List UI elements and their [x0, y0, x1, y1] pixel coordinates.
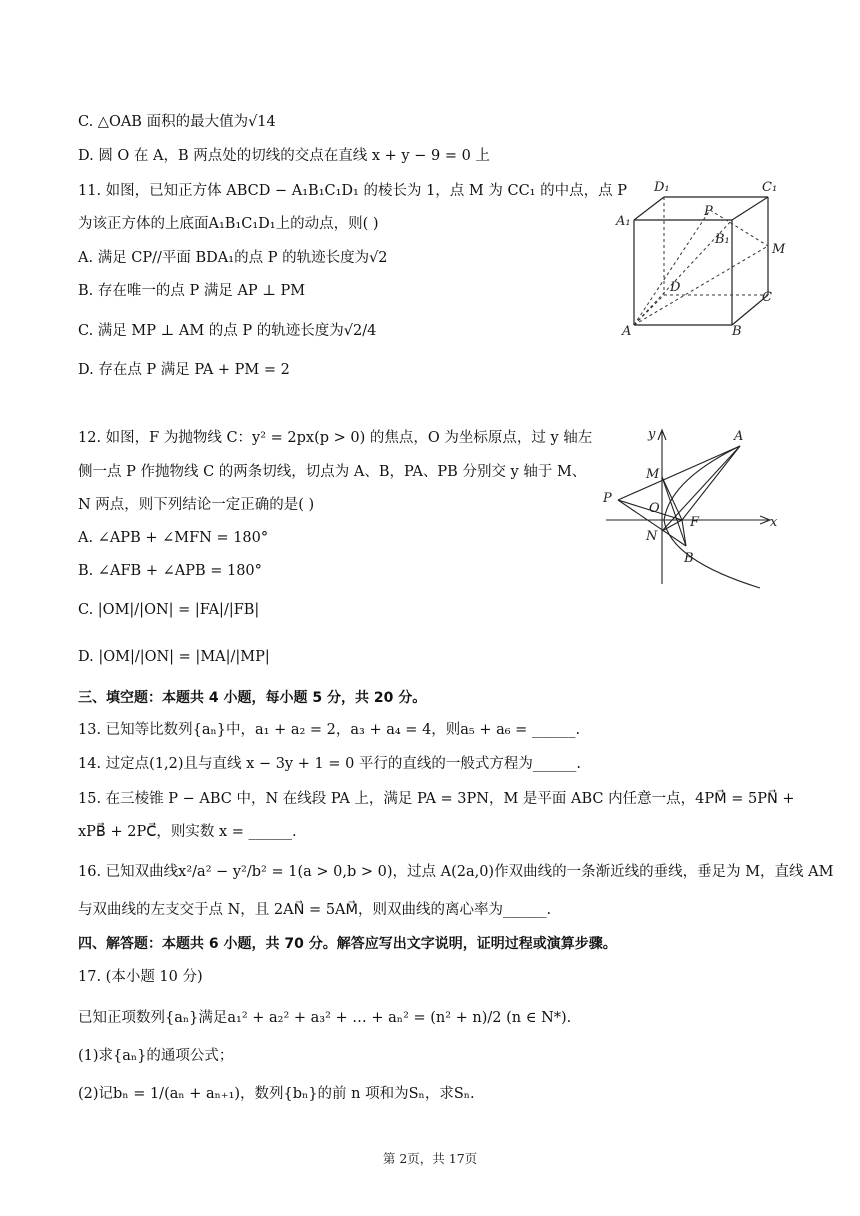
q11-option-b: B. 存在唯一的点 P 满足 AP ⊥ PM [78, 283, 306, 299]
parabola-label-m: M [646, 467, 660, 482]
cube-label-c1: C₁ [762, 180, 778, 195]
section3-heading: 三、填空题：本题共 4 小题，每小题 5 分，共 20 分。 [78, 690, 427, 706]
cube-label-b: B [732, 324, 742, 339]
q16-line2: 与双曲线的左支交于点 N，且 2AN⃗ = 5AM⃗，则双曲线的离心率为______. [78, 902, 552, 918]
q12-option-c: C. |OM|/|ON| = |FA|/|FB| [78, 602, 260, 618]
parabola-label-b: B [684, 551, 694, 566]
q10-option-c: C. △OAB 面积的最大值为√14 [78, 114, 276, 130]
cube-figure [612, 175, 792, 340]
q15-line1: 15. 在三棱锥 P − ABC 中，N 在线段 PA 上，满足 PA = 3PN，M 是平面 ABC 内任意一点，4PM⃗ = 5PN⃗ + [78, 791, 795, 807]
cube-label-b1: B₁ [715, 232, 730, 247]
q17-part2: (2)记bₙ = 1/(aₙ + aₙ₊₁)，数列{bₙ}的前 n 项和为Sₙ，求Sₙ. [78, 1086, 475, 1102]
parabola-label-o: O [649, 501, 660, 516]
cube-label-d1: D₁ [654, 180, 670, 195]
q11-option-a: A. 满足 CP//平面 BDA₁的点 P 的轨迹长度为√2 [78, 250, 388, 266]
q12-option-b: B. ∠AFB + ∠APB = 180° [78, 563, 262, 579]
parabola-label-f: F [690, 515, 700, 530]
cube-label-a: A [622, 324, 632, 339]
cube-label-c: C [762, 290, 772, 305]
cube-label-p: P [704, 204, 713, 219]
q13-text: 13. 已知等比数列{aₙ}中，a₁ + a₂ = 2，a₃ + a₄ = 4，则a₅ + a₆ = ______. [78, 722, 581, 738]
q11-stem-line1: 11. 如图，已知正方体 ABCD − A₁B₁C₁D₁ 的棱长为 1，点 M 为 CC₁ 的中点，点 P [78, 183, 627, 199]
q14-text: 14. 过定点(1,2)且与直线 x − 3y + 1 = 0 平行的直线的一般式方程为______. [78, 756, 582, 772]
parabola-label-y: y [648, 427, 656, 442]
parabola-figure [600, 420, 790, 590]
q12-stem-line2: 侧一点 P 作抛物线 C 的两条切线，切点为 A、B，PA、PB 分别交 y 轴于 M、 [78, 464, 587, 480]
q17-part1: (1)求{aₙ}的通项公式； [78, 1048, 234, 1064]
q11-option-c: C. 满足 MP ⊥ AM 的点 P 的轨迹长度为√2/4 [78, 323, 377, 339]
q11-stem-line2: 为该正方体的上底面A₁B₁C₁D₁上的动点，则( ) [78, 216, 379, 232]
q11-option-d: D. 存在点 P 满足 PA + PM = 2 [78, 362, 290, 378]
q17-title: 17. (本小题 10 分) [78, 969, 203, 985]
page-footer: 第 2页，共 17页 [382, 1151, 478, 1166]
parabola-label-p: P [603, 491, 612, 506]
q16-line1: 16. 已知双曲线x²/a² − y²/b² = 1(a > 0,b > 0)，过点 A(2a,0)作双曲线的一条渐近线的垂线，垂足为 M，直线 AM [78, 864, 834, 880]
q15-line2: xPB⃗ + 2PC⃗，则实数 x = ______. [78, 824, 297, 840]
q12-stem-line3: N 两点，则下列结论一定正确的是( ) [78, 497, 315, 513]
q12-option-d: D. |OM|/|ON| = |MA|/|MP| [78, 649, 270, 665]
parabola-label-x: x [770, 515, 778, 530]
cube-label-m: M [772, 242, 786, 257]
parabola-label-a: A [734, 429, 744, 444]
q17-stem: 已知正项数列{aₙ}满足a₁² + a₂² + a₃² + … + aₙ² = (n² + n)/2 (n ∈ N*). [78, 1010, 572, 1026]
cube-label-d: D [670, 280, 681, 295]
section4-heading: 四、解答题：本题共 6 小题，共 70 分。解答应写出文字说明，证明过程或演算步骤。 [78, 936, 617, 952]
parabola-label-n: N [646, 529, 658, 544]
q12-option-a: A. ∠APB + ∠MFN = 180° [78, 530, 269, 546]
q12-stem-line1: 12. 如图，F 为抛物线 C：y² = 2px(p > 0) 的焦点，O 为坐标原点，过 y 轴左 [78, 430, 593, 446]
q10-option-d: D. 圆 O 在 A，B 两点处的切线的交点在直线 x + y − 9 = 0 上 [78, 148, 490, 164]
cube-label-a1: A₁ [616, 214, 631, 229]
